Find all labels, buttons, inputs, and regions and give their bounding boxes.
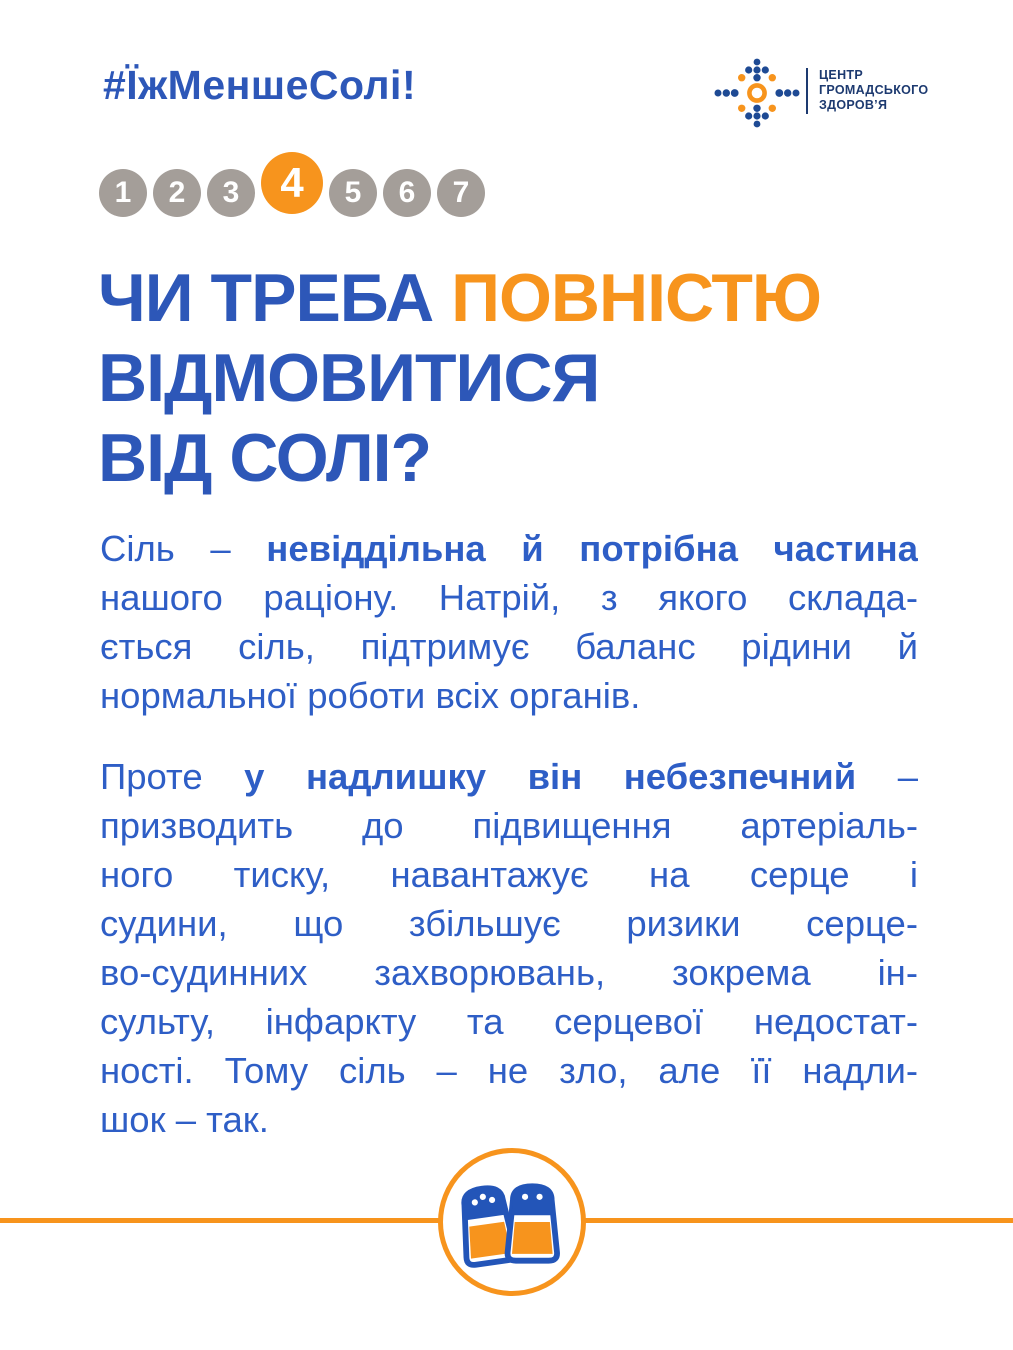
regular-text: судини, що збільшує ризики серце- — [100, 903, 918, 944]
paragraph-2-line-2 — [100, 801, 918, 850]
paragraph-1-line-2 — [100, 573, 918, 622]
title-segment-blue: ЧИ ТРЕБА — [98, 260, 452, 336]
paragraph-2-line-4 — [100, 899, 918, 948]
page-dot-6: 6 — [383, 169, 431, 217]
logo-org-name — [819, 68, 928, 113]
page-title — [98, 258, 821, 498]
title-segment-blue: ВІД СОЛІ? — [98, 420, 432, 496]
bold-text: невіддільна й потрібна частина — [266, 528, 918, 569]
logo-org-line-1: ЦЕНТР — [819, 68, 863, 82]
regular-text: Сіль – — [100, 528, 267, 569]
regular-text: ності. Тому сіль – не зло, але її надли- — [100, 1050, 918, 1091]
regular-text: ється сіль, підтримує баланс рідини й — [100, 626, 918, 667]
logo-org-line-3: ЗДОРОВ’Я — [819, 98, 888, 112]
logo-separator — [806, 68, 808, 114]
bold-text: у надлишку він небезпечний — [244, 756, 857, 797]
paragraph-1 — [100, 524, 918, 720]
body-text — [100, 524, 918, 1144]
page-dot-3: 3 — [207, 169, 255, 217]
paragraph-2 — [100, 752, 918, 1144]
paragraph-2-line-5 — [100, 948, 918, 997]
phc-logo — [710, 55, 940, 135]
salt-shakers-icon — [454, 1175, 570, 1269]
regular-text: сульту, інфаркту та серцевої недостат- — [100, 1001, 918, 1042]
page-dot-4-active: 4 — [261, 152, 323, 214]
paragraph-2-line-8 — [100, 1095, 918, 1144]
regular-text: – — [856, 756, 918, 797]
paragraph-1-line-3 — [100, 622, 918, 671]
paragraph-1-line-4 — [100, 671, 918, 720]
regular-text: нормальної роботи всіх органів. — [100, 675, 641, 716]
paragraph-1-line-1 — [100, 524, 918, 573]
title-line-1 — [98, 258, 821, 338]
regular-text: нашого раціону. Натрій, з якого склада- — [100, 577, 918, 618]
regular-text: призводить до підвищення артеріаль- — [100, 805, 918, 846]
page-dot-1: 1 — [99, 169, 147, 217]
paragraph-2-line-3 — [100, 850, 918, 899]
phc-logo-dots-icon — [710, 55, 804, 131]
title-segment-blue: ВІДМОВИТИСЯ — [98, 340, 600, 416]
regular-text: во-судинних захворювань, зокрема ін- — [100, 952, 918, 993]
page-dot-5: 5 — [329, 169, 377, 217]
page-dot-7: 7 — [437, 169, 485, 217]
logo-org-line-2: ГРОМАДСЬКОГО — [819, 83, 929, 97]
title-segment-orange: ПОВНІСТЮ — [451, 260, 822, 336]
footer-divider-circle — [438, 1148, 586, 1296]
paragraph-2-line-7 — [100, 1046, 918, 1095]
regular-text: Проте — [100, 756, 245, 797]
regular-text: ного тиску, навантажує на серце і — [100, 854, 918, 895]
campaign-hashtag: #ЇжМеншеСолі! — [103, 62, 417, 108]
pagination — [99, 155, 485, 217]
paragraph-2-line-1 — [100, 752, 918, 801]
page-dot-2: 2 — [153, 169, 201, 217]
paragraph-2-line-6 — [100, 997, 918, 1046]
title-line-3 — [98, 418, 821, 498]
title-line-2 — [98, 338, 821, 418]
regular-text: шок – так. — [100, 1099, 269, 1140]
